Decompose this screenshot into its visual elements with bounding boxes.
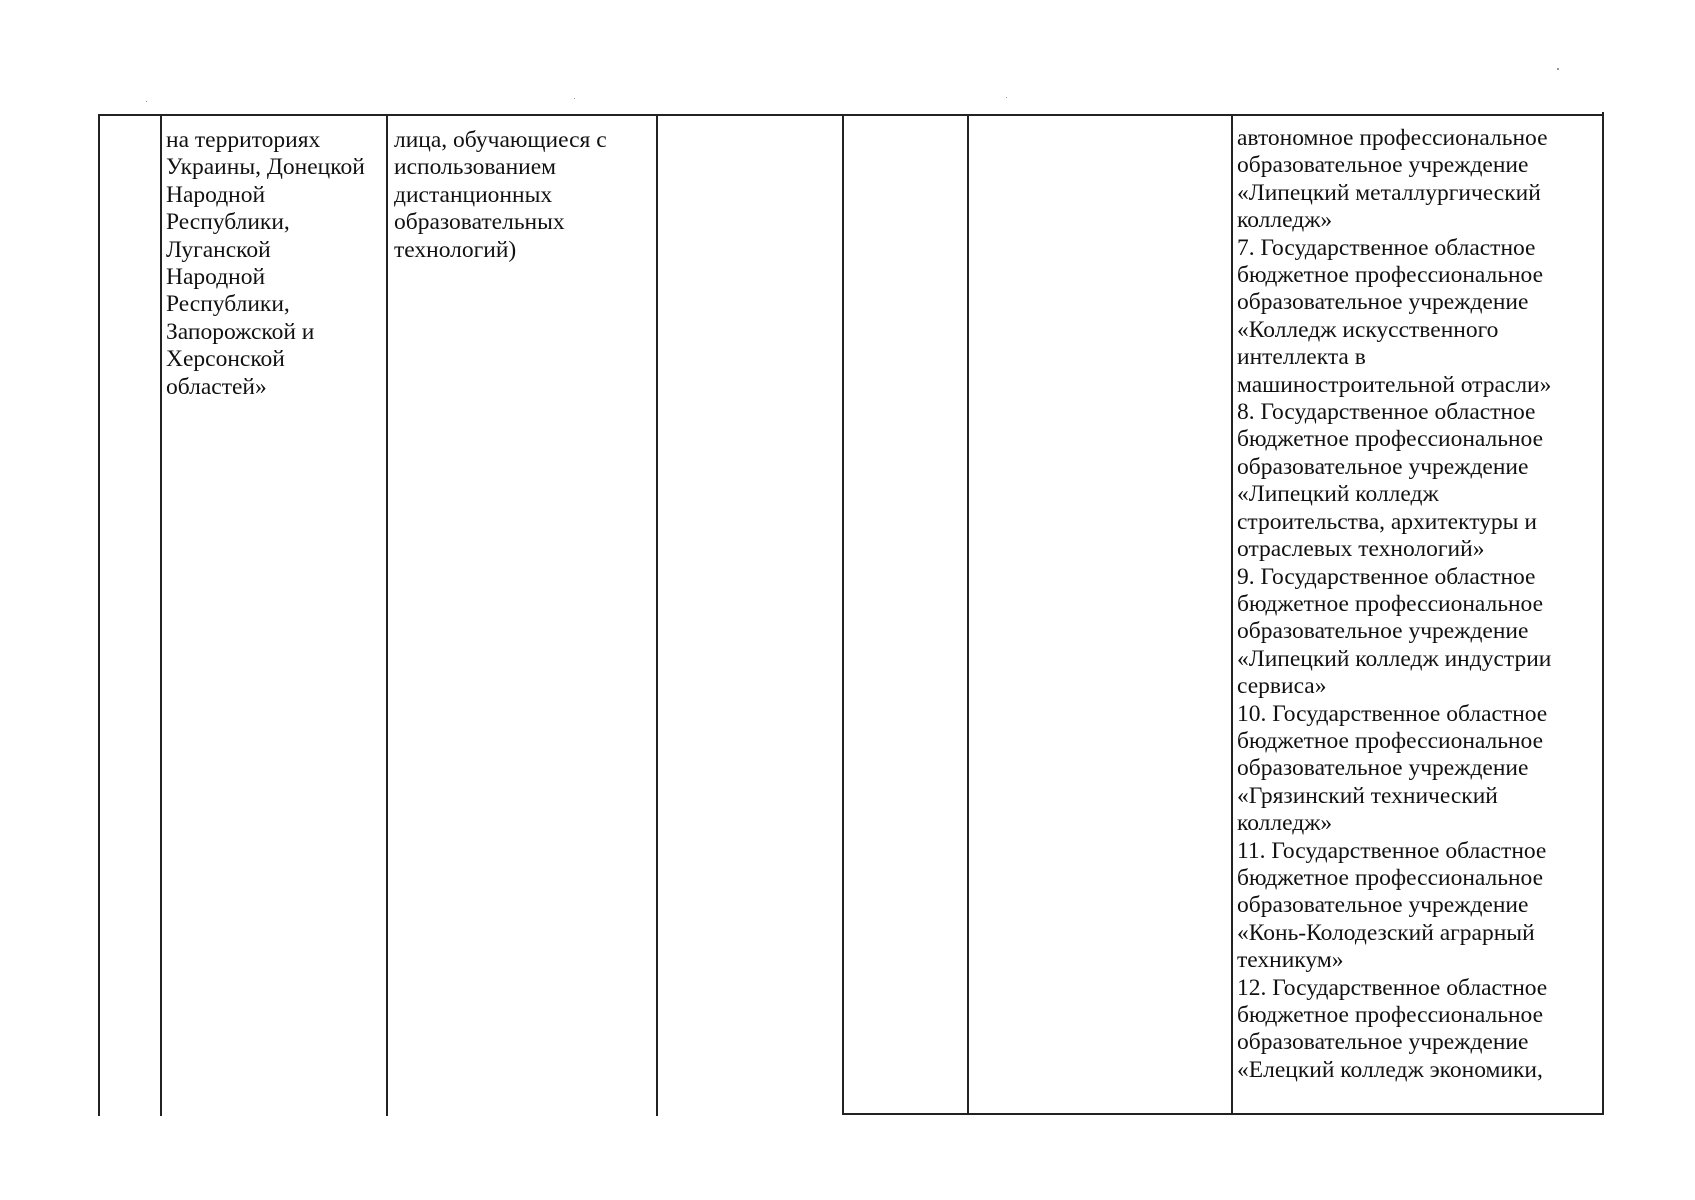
column-line-3 bbox=[386, 114, 388, 1116]
cell-institutions-list: автономное профессиональное образовательное учреждение «Липецкий металлургический колледж» 7. Государственное областное бюджетное профессиональное образовательное учреждение «Колледж искусственного интеллекта в машиностроительной отрасли» 8. Государственное областное бюджетное профессиональное образовательное учреждение «Липецкий колледж строительства, архитектуры и отраслевых технологий» 9. Государственное областное бюджетное профессиональное образовательное учреждение «Липецкий колледж индустрии сервиса» 10. Государственное областное бюджетное профессиональное образовательное учреждение «Грязинский технический колледж» 11. Государственное областное бюджетное профессиональное образовательное учреждение «Конь-Колодезский аграрный техникум» 12. Государственное областное бюджетное профессиональное образовательное учреждение «Елецкий колледж экономики, bbox=[1237, 125, 1552, 1083]
cell-category-text: лица, обучающиеся с использованием дистанционных образовательных технологий) bbox=[394, 127, 607, 263]
table-bottom-border bbox=[842, 1113, 1603, 1115]
column-line-1 bbox=[98, 114, 100, 1116]
scan-speck bbox=[146, 101, 147, 102]
scan-speck bbox=[1557, 68, 1559, 70]
column-line-5 bbox=[842, 114, 844, 1114]
table-top-border bbox=[98, 114, 1603, 116]
column-line-4 bbox=[656, 114, 658, 1116]
scan-speck bbox=[574, 98, 575, 99]
column-line-2 bbox=[160, 114, 162, 1116]
scan-speck bbox=[1006, 97, 1007, 98]
column-line-7 bbox=[1231, 114, 1233, 1114]
column-line-8 bbox=[1602, 112, 1604, 1115]
column-line-6 bbox=[967, 114, 969, 1114]
cell-region-text: на территориях Украины, Донецкой Народной Республики, Луганской Народной Республики, Запорожской и Херсонской областей» bbox=[166, 127, 365, 400]
